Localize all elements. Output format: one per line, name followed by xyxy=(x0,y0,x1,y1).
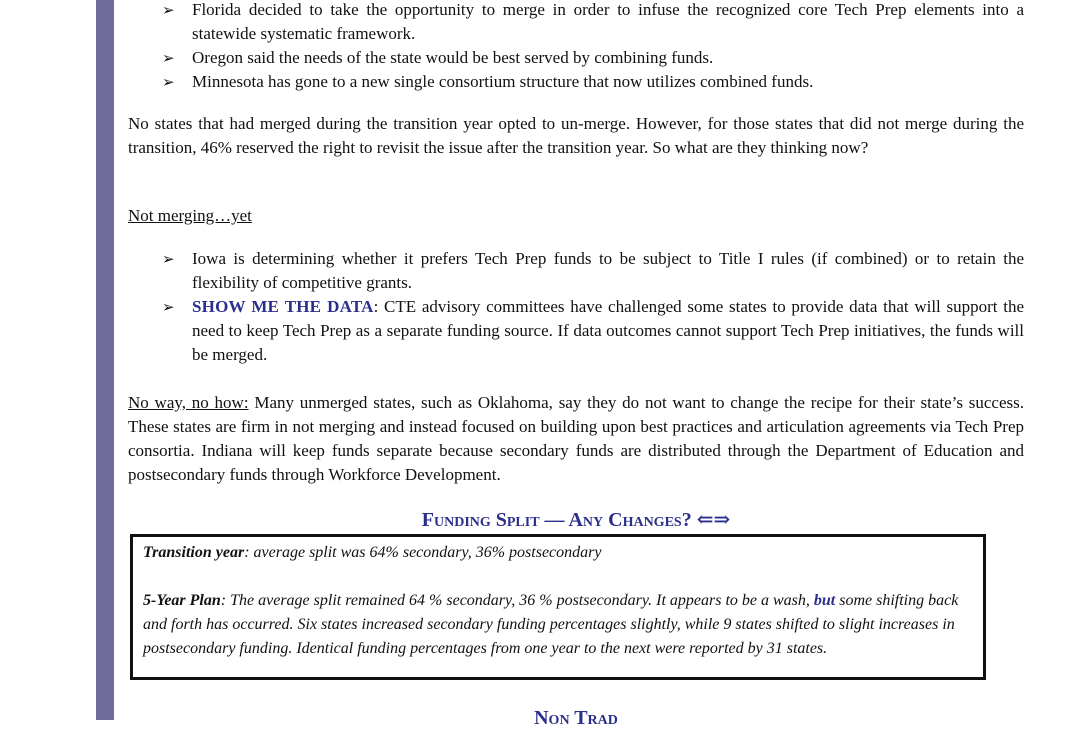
no-way-label: No way, no how: xyxy=(128,393,249,412)
list-item-minnesota: ➢ Minnesota has gone to a new single consortium structure that now utilizes combined funds. xyxy=(128,70,1024,94)
spacer xyxy=(143,565,973,589)
five-year-plan-label: 5-Year Plan xyxy=(143,592,221,609)
show-me-label: SHOW ME THE DATA xyxy=(192,297,374,316)
not-merging-list xyxy=(128,247,1024,367)
list-item-iowa: ➢ Iowa is determining whether it prefers Tech Prep funds to be subject to Title I rules (if combined) or to retain the flexibility of competitive grants. xyxy=(162,249,1024,292)
funding-split-heading: Funding Split — Any Changes? ⇐⇒ xyxy=(421,509,731,531)
non-trad-heading: Non Trad xyxy=(534,707,618,729)
five-year-plan-paragraph: 5-Year Plan: The average split remained 64 % secondary, 36 % postsecondary. It appears to be a wash, but some shifting back and forth has occurred. Six states increased secondary funding percentages slightly, while 9 states shifted to slight increases in postsecondary funding. Identical funding percentages from one year to the next were reported by 31 states. xyxy=(143,592,959,657)
arrow-bullet-icon: ➢ xyxy=(162,250,175,268)
left-margin-bar xyxy=(96,0,114,720)
arrow-bullet-icon: ➢ xyxy=(162,298,175,316)
but-emphasis: but xyxy=(813,592,836,609)
list-item-show-me-data: ➢ SHOW ME THE DATA: CTE advisory committees have challenged some states to provide data that will support the need to keep Tech Prep as a separate funding source. If data outcomes cannot support Tech Prep initiatives, the funds will be merged. xyxy=(162,297,1024,364)
no-way-paragraph: No way, no how: Many unmerged states, such as Oklahoma, say they do not want to change the recipe for their state’s success. These states are firm in not merging and instead focused on building upon best practices and articulation agreements via Tech Prep consortia. Indiana will keep funds separate because secondary funds are distributed through the Department of Education and postsecondary funds through Workforce Development. xyxy=(128,393,1024,484)
arrow-bullet-icon: ➢ xyxy=(162,49,175,67)
list-item-oregon: ➢ Oregon said the needs of the state would be best served by combining funds. xyxy=(128,46,1024,70)
funding-split-box xyxy=(130,534,986,680)
list-item-florida: ➢ Florida decided to take the opportunity to merge in order to infuse the recognized core Tech Prep elements into a statewide systematic framework. xyxy=(162,0,1024,43)
merged-states-list xyxy=(128,0,1024,94)
arrow-bullet-icon: ➢ xyxy=(162,1,175,19)
unmerge-paragraph: No states that had merged during the transition year opted to un-merge. However, for those states that did not merge during the transition, 46% reserved the right to revisit the issue after the transition year. So what are they thinking now? xyxy=(128,114,1024,157)
not-merging-heading: Not merging…yet xyxy=(128,206,252,225)
transition-year-label: Transition year xyxy=(143,544,245,561)
transition-year-line: Transition year: average split was 64% secondary, 36% postsecondary xyxy=(143,544,602,561)
arrow-bullet-icon: ➢ xyxy=(162,73,175,91)
